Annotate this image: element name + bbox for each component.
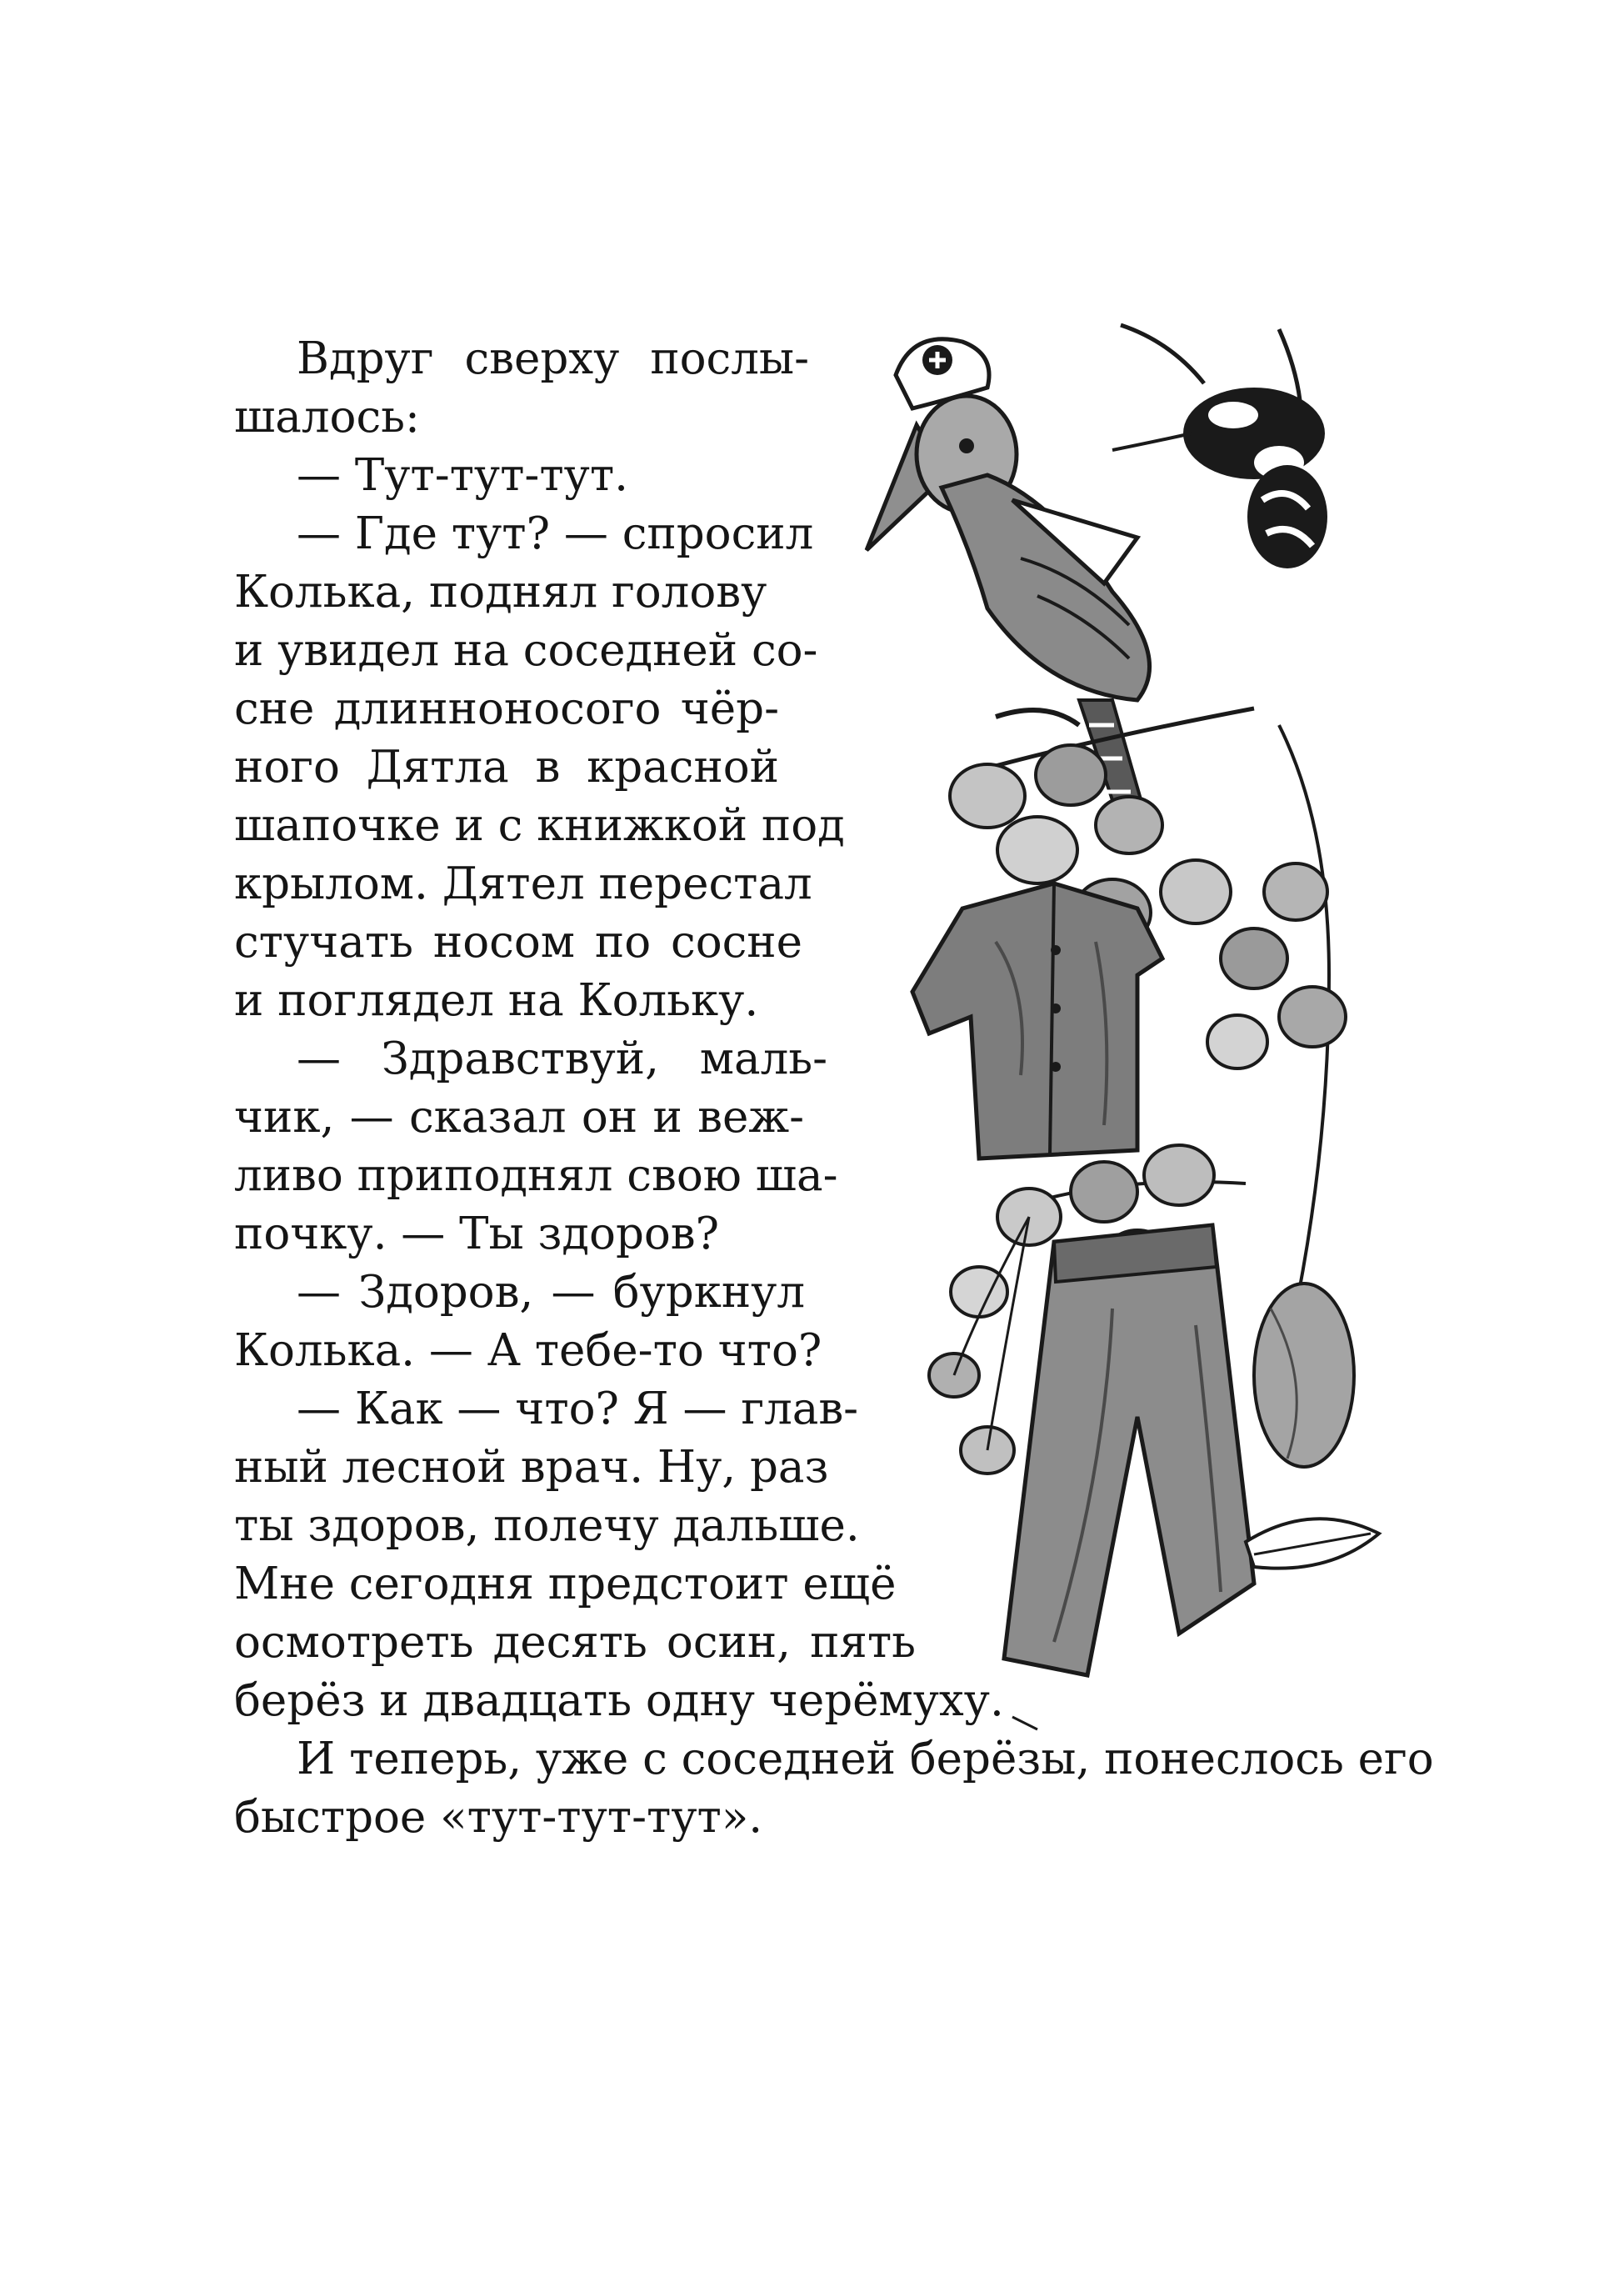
shirt-icon [912, 883, 1162, 1159]
text-line: быстрое «тут-тут-тут». [234, 1792, 763, 1843]
woodpecker-icon [867, 339, 1150, 825]
text-line: и увидел на соседней со- [234, 625, 818, 676]
trousers-icon [1004, 1225, 1354, 1675]
text-line: Колька, поднял голову [234, 567, 767, 618]
text-line: — Как — что? Я — глав- [297, 1384, 859, 1434]
text-line: И теперь, уже с соседней берёзы, понеслось его [297, 1734, 1434, 1784]
text-line: — Здоров, — буркнул [297, 1267, 805, 1318]
text-line: ный лесной врач. Ну, раз [234, 1442, 829, 1493]
text-line: ливо приподнял свою ша- [234, 1150, 838, 1201]
text-line: ты здоров, полечу дальше. [234, 1500, 860, 1551]
text-line: сне длинноносого чёр- [234, 683, 779, 734]
text-line: берёз и двадцать одну черёмуху. [234, 1675, 1004, 1726]
text-line: — Здравствуй, маль- [297, 1033, 827, 1084]
text-line: стучать носом по сосне [234, 917, 802, 968]
text-line: шалось: [234, 392, 420, 443]
text-line: почку. — Ты здоров? [234, 1209, 720, 1259]
text-line: крылом. Дятел перестал [234, 858, 812, 909]
text-line: чик, — сказал он и веж- [234, 1092, 804, 1143]
text-line: шапочке и с книжкой под [234, 800, 845, 851]
text-line: Мне сегодня предстоит ещё [234, 1559, 897, 1609]
text-line: — Где тут? — спросил [297, 508, 814, 559]
text-line: и поглядел на Кольку. [234, 975, 759, 1026]
text-line: ного Дятла в красной [234, 742, 779, 793]
text-line: — Тут-тут-тут. [297, 450, 629, 501]
text-line: осмотреть десять осин, пять [234, 1617, 916, 1668]
woodpecker-illustration [862, 308, 1396, 1750]
bee-icon [1112, 325, 1327, 568]
text-line: Вдруг сверху послы- [297, 333, 809, 384]
text-line: Колька. — А тебе-то что? [234, 1325, 822, 1376]
